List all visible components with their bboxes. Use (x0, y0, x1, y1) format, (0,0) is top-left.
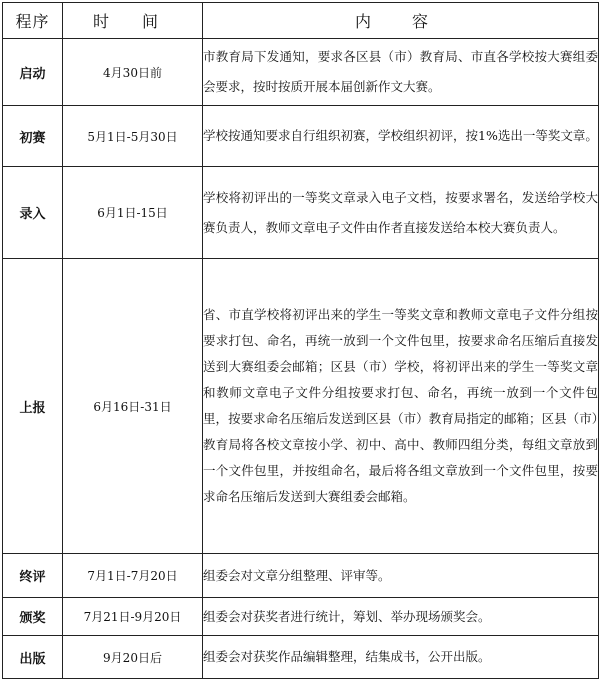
row-time: 6月16日-31日 (63, 259, 203, 554)
table-row (3, 167, 599, 259)
row-content: 省、市直学校将初评出来的学生一等奖文章和教师文章电子文件分组按要求打包、命名，再统一放到一个文件包里，按要求命名压缩后直接发送到大赛组委会邮箱；区县（市）学校，将初评出来的学生一等奖文章和教师文章电子文件分组按要求打包、命名，再统一放到一个文件包里，按要求命名压缩后发送到区县（市）教育局指定的邮箱；区县（市）教育局将各校文章按小学、初中、高中、教师四组分类，每组文章放到一个文件包里，并按组命名，最后将各组文章放到一个文件包里，按要求命名压缩后发送到大赛组委会邮箱。 (203, 259, 599, 554)
header-step: 程序 (3, 3, 63, 39)
table-row (3, 259, 599, 554)
row-time: 7月21日-9月20日 (63, 598, 203, 636)
row-time: 9月20日后 (63, 636, 203, 679)
table-row (3, 39, 599, 106)
row-content: 组委会对获奖作品编辑整理，结集成书，公开出版。 (203, 636, 599, 679)
row-step: 初赛 (3, 106, 63, 167)
table-row (3, 554, 599, 598)
header-content: 内 容 (203, 3, 599, 39)
row-step: 启动 (3, 39, 63, 106)
header-time: 时 间 (63, 3, 203, 39)
row-content: 市教育局下发通知，要求各区县（市）教育局、市直各学校按大赛组委会要求，按时按质开展本届创新作文大赛。 (203, 39, 599, 106)
row-step: 出版 (3, 636, 63, 679)
row-time: 5月1日-5月30日 (63, 106, 203, 167)
row-content: 组委会对获奖者进行统计，筹划、举办现场颁奖会。 (203, 598, 599, 636)
header-row (3, 3, 599, 39)
row-step: 录入 (3, 167, 63, 259)
schedule-table (2, 2, 599, 679)
row-step: 上报 (3, 259, 63, 554)
row-content: 学校按通知要求自行组织初赛，学校组织初评，按1%选出一等奖文章。 (203, 106, 599, 167)
row-step: 终评 (3, 554, 63, 598)
row-time: 6月1日-15日 (63, 167, 203, 259)
row-content: 学校将初评出的一等奖文章录入电子文档，按要求署名，发送给学校大赛负责人，教师文章电子文件由作者直接发送给本校大赛负责人。 (203, 167, 599, 259)
row-step: 颁奖 (3, 598, 63, 636)
table-row (3, 598, 599, 636)
row-time: 7月1日-7月20日 (63, 554, 203, 598)
row-time: 4月30日前 (63, 39, 203, 106)
row-content: 组委会对文章分组整理、评审等。 (203, 554, 599, 598)
table-row (3, 636, 599, 679)
table-row (3, 106, 599, 167)
